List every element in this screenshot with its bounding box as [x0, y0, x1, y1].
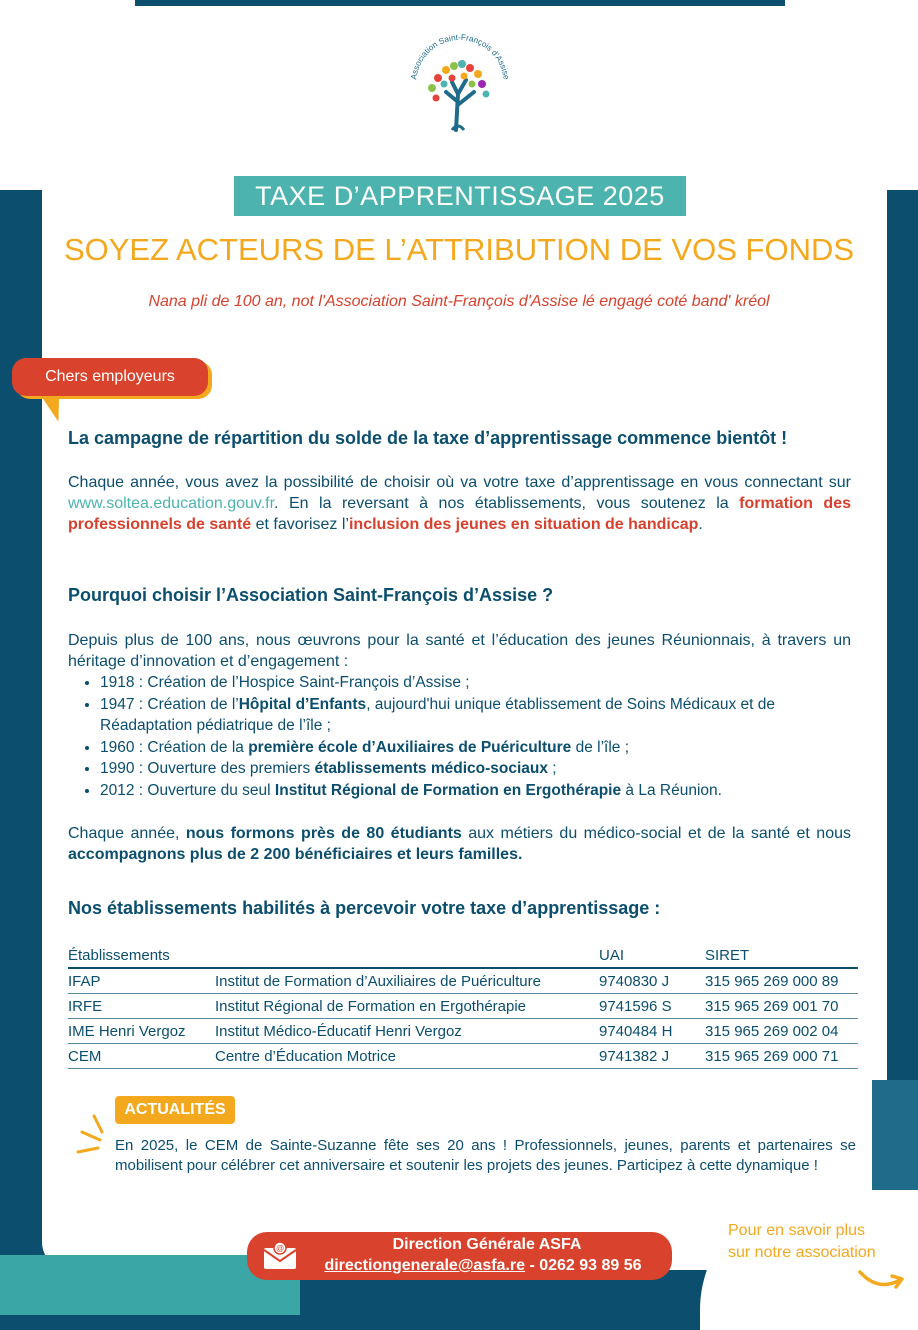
contact-title: Direction Générale ASFA: [392, 1236, 582, 1253]
list-item: • 1947 : Création de l’Hôpital d’Enfants, aujourd'hui unique établissement de Soins Médicaux et de Réadaptation pédiatrique de l’île ;: [100, 694, 851, 737]
list-item: • 1960 : Création de la première école d’Auxiliaires de Puériculture de l’île ;: [100, 737, 851, 759]
intro-text-2: . En la reversant à nos établissements, vous soutenez la: [274, 495, 740, 512]
intro-text-3: et favorisez l’: [251, 516, 349, 533]
intro-section: [68, 428, 851, 535]
why-heading: Pourquoi choisir l’Association Saint-François d’Assise ?: [68, 585, 554, 605]
association-tree-logo: [402, 22, 516, 132]
tree-icon: [428, 60, 490, 130]
establishments-section: [68, 898, 851, 919]
learn-more-line-1: Pour en savoir plus: [728, 1222, 865, 1239]
highlight-health-training: formation des professionnels de santé: [68, 495, 851, 533]
list-item: • 2012 : Ouverture du seul Institut Régional de Formation en Ergothérapie à La Réunion.: [100, 780, 851, 802]
contact-details: [303, 1257, 663, 1275]
table-header-row: [68, 944, 858, 968]
phone-number: - 0262 93 89 56: [525, 1257, 642, 1274]
news-text: En 2025, le CEM de Sainte-Suzanne fête ses 20 ans ! Professionnels, jeunes, parents et partenaires se mobilisent pour célébrer cet anniversaire et soutenir les projets des jeunes. Participez à cette dynamique !: [115, 1137, 856, 1174]
soltea-link[interactable]: www.soltea.education.gouv.fr: [68, 495, 275, 512]
campaign-heading: La campagne de répartition du solde de la taxe d’apprentissage commence bientôt !: [68, 428, 788, 448]
burst-icon: [74, 1110, 110, 1166]
col-siret: SIRET: [705, 944, 858, 968]
contact-banner: [247, 1232, 672, 1280]
establishments-table: [68, 944, 858, 1069]
email-link[interactable]: directiongenerale@asfa.re: [324, 1257, 526, 1274]
why-closing: Chaque année, nous formons près de 80 étudiants aux métiers du médico-social et de la santé et nous accompagnons plus de 2 200 bénéficiaires et leurs familles.: [68, 825, 852, 863]
mail-icon: [263, 1242, 297, 1270]
top-accent-bar: [135, 0, 785, 6]
intro-text-4: .: [698, 516, 703, 533]
list-item: • 1918 : Création de l’Hospice Saint-François d’Assise ;: [100, 672, 851, 694]
logo-text: Association Saint-François d'Assise: [409, 32, 511, 81]
table-row: CEM Centre d’Éducation Motrice 9741382 J 315 965 269 000 71: [68, 1044, 858, 1069]
svg-text:Association Saint-François d'A: [409, 33, 511, 81]
news-badge: ACTUALITÉS: [115, 1096, 235, 1124]
page-subtitle: SOYEZ ACTEURS DE L’ATTRIBUTION DE VOS FONDS: [63, 232, 855, 267]
page-title: TAXE D’APPRENTISSAGE 2025: [234, 176, 686, 216]
learn-more[interactable]: [728, 1220, 908, 1264]
establishments-heading: Nos établissements habilités à percevoir votre taxe d’apprentissage :: [68, 898, 661, 918]
highlight-disability-inclusion: inclusion des jeunes en situation de handicap: [348, 516, 699, 533]
history-list: [68, 672, 851, 801]
table-row: IME Henri Vergoz Institut Médico-Éducatif Henri Vergoz 9740484 H 315 965 269 002 04: [68, 1019, 858, 1044]
col-name: [215, 944, 599, 968]
curved-arrow-icon: [856, 1266, 908, 1294]
greeting-bubble: Chers employeurs: [12, 358, 208, 396]
table-row: IRFE Institut Régional de Formation en Ergothérapie 9741596 S 315 965 269 001 70: [68, 994, 858, 1019]
col-establishment: Établissements: [68, 944, 215, 968]
intro-text-1: Chaque année, vous avez la possibilité de choisir où va votre taxe d’apprentissage en vous connectant sur: [68, 474, 851, 491]
creole-tagline: Nana pli de 100 an, not l'Association Saint-François d'Assise lé engagé coté band' kréol: [148, 293, 770, 310]
why-lead: Depuis plus de 100 ans, nous œuvrons pour la santé et l’éducation des jeunes Réunionnais, à travers un héritage d’innovation et d’engagement :: [68, 632, 851, 670]
why-section: [68, 585, 851, 865]
svg-text:@: @: [275, 1244, 285, 1253]
list-item: • 1990 : Ouverture des premiers établissements médico-sociaux ;: [100, 758, 851, 780]
col-uai: UAI: [599, 944, 705, 968]
intro-paragraph: [68, 472, 851, 535]
table-row: IFAP Institut de Formation d’Auxiliaires de Puériculture 9740830 J 315 965 269 000 89: [68, 968, 858, 994]
learn-more-line-2: sur notre association: [728, 1244, 876, 1261]
